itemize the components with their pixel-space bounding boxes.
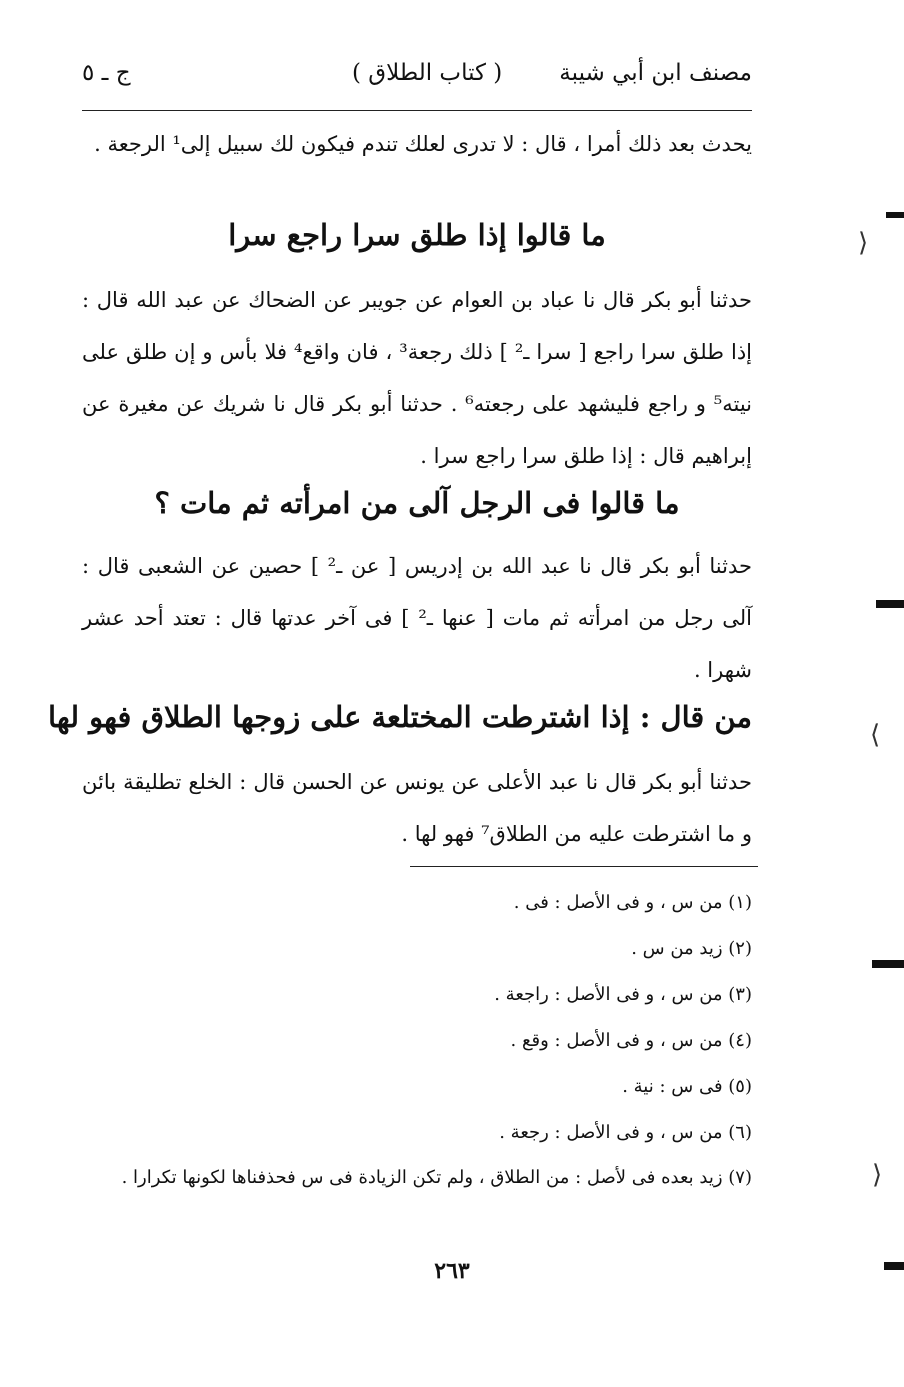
section-text-2: حدثنا أبو بكر قال نا عبد الله بن إدريس [ عن ـ² ] حصين عن الشعبى قال : آلى رجل من امرأته ثم مات [ عنها ـ² ] فى آخر عدتها قال : تعتد أحد عشر شهرا . [82, 554, 752, 682]
running-header [82, 54, 752, 94]
header-chapter-title: ( كتاب الطلاق ) [352, 60, 503, 86]
scan-mark [884, 1262, 904, 1270]
scan-mark: ⟨ [870, 720, 881, 750]
footnotes [82, 880, 752, 1200]
scan-mark: ⟩ [858, 228, 869, 258]
footnote-3: (٣) من س ، و فى الأصل : راجعة . [494, 984, 752, 1005]
scan-mark [876, 600, 904, 608]
page-number: ٢٦٣ [434, 1258, 470, 1284]
footnote-5: (٥) فى س : نية . [622, 1076, 752, 1097]
footnote-2: (٢) زيد من س . [631, 938, 752, 959]
footnote-1: (١) من س ، و فى الأصل : فى . [513, 892, 752, 913]
section-heading-1: ما قالوا إذا طلق سرا راجع سرا [228, 218, 606, 252]
footnote-7: (٧) زيد بعده فى لأصل : من الطلاق ، ولم تكن الزيادة فى س فحذفناها لكونها تكرارا . [121, 1167, 752, 1188]
header-volume: ج ـ ٥ [82, 60, 131, 86]
section-heading-2: ما قالوا فى الرجل آلى من امرأته ثم مات ؟ [154, 486, 680, 520]
scan-mark: ⟩ [872, 1160, 883, 1190]
header-rule [82, 110, 752, 111]
footnote-6: (٦) من س ، و فى الأصل : رجعة . [499, 1122, 752, 1143]
footnote-rule [410, 866, 758, 867]
intro-paragraph: يحدث بعد ذلك أمرا ، قال : لا تدرى لعلك تندم فيكون لك سبيل إلى¹ الرجعة . [94, 132, 752, 156]
scan-mark [886, 212, 904, 218]
section-text-3: حدثنا أبو بكر قال نا عبد الأعلى عن يونس عن الحسن قال : الخلع تطليقة بائن و ما اشترطت عليه من الطلاق⁷ فهو لها . [82, 770, 752, 846]
section-heading-3: من قال : إذا اشترطت المختلعة على زوجها الطلاق فهو لها [48, 700, 752, 734]
section-text-1: حدثنا أبو بكر قال نا عباد بن العوام عن جويبر عن الضحاك عن عبد الله قال : إذا طلق سرا راجع [ سرا ـ² ] ذلك رجعة³ ، فان واقع⁴ فلا بأس و إن طلق على نيته⁵ و راجع فليشهد على رجعته⁶ . حدثنا أبو بكر قال نا شريك عن مغيرة عن إبراهيم قال : إذا طلق سرا راجع سرا . [82, 288, 752, 468]
scan-mark [872, 960, 904, 968]
header-book-title: مصنف ابن أبي شيبة [559, 60, 752, 86]
footnote-4: (٤) من س ، و فى الأصل : وقع . [510, 1030, 752, 1051]
